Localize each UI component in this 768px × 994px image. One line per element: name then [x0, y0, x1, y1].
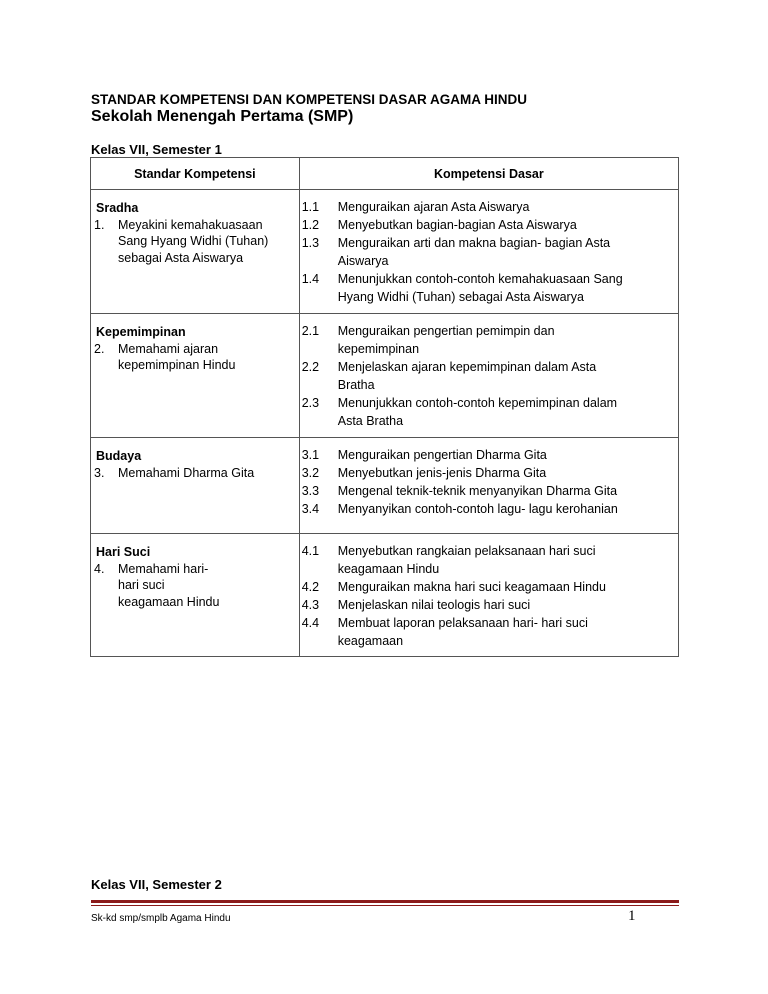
- kompetensi-dasar-item: [302, 614, 674, 650]
- kd-line: keagamaan Hindu: [337, 562, 440, 576]
- kompetensi-dasar-cell: [299, 438, 678, 534]
- standar-kompetensi-item: [94, 341, 295, 374]
- kd-line: Aiswarya: [337, 254, 389, 268]
- standar-kompetensi-item: [94, 217, 295, 267]
- kd-number: 3.1: [301, 448, 320, 462]
- sk-line: hari suci: [118, 578, 165, 592]
- kompetensi-dasar-item: [302, 358, 674, 394]
- table-header-row: [91, 158, 679, 190]
- topic-heading: Kepemimpinan: [96, 325, 186, 339]
- kd-line: Bratha: [337, 378, 375, 392]
- sk-number: 4.: [94, 561, 105, 576]
- sk-line: Sang Hyang Widhi (Tuhan): [118, 234, 269, 248]
- kompetensi-dasar-cell: [299, 534, 678, 657]
- header-standar-kompetensi: Standar Kompetensi: [91, 158, 300, 190]
- table-row: [91, 314, 679, 438]
- kd-number: 1.3: [301, 236, 320, 250]
- sk-line: keagamaan Hindu: [118, 594, 220, 609]
- header-kompetensi-dasar: Kompetensi Dasar: [299, 158, 678, 190]
- standar-kompetensi-item: [94, 561, 295, 611]
- kd-number: 3.3: [301, 484, 320, 498]
- table-row: [91, 534, 679, 657]
- table-row: [91, 190, 679, 314]
- kompetensi-dasar-item: [302, 394, 674, 430]
- kd-line: Mengenal teknik-teknik menyanyikan Dharma Gita: [337, 484, 618, 498]
- kd-line: Menguraikan makna hari suci keagamaan Hindu: [337, 580, 606, 594]
- kompetensi-dasar-item: [302, 446, 674, 464]
- semester-1-label: Kelas VII, Semester 1: [91, 142, 222, 157]
- kd-number: 4.3: [301, 598, 320, 612]
- kd-line: Menguraikan ajaran Asta Aiswarya: [337, 200, 530, 214]
- kd-number: 1.1: [301, 200, 320, 214]
- kd-line: Menyebutkan rangkaian pelaksanaan hari suci: [337, 544, 596, 558]
- kd-line: Menguraikan arti dan makna bagian- bagian Asta: [337, 236, 611, 250]
- kd-number: 2.3: [301, 396, 320, 410]
- kompetensi-dasar-item: [302, 270, 674, 306]
- topic-heading: Hari Suci: [96, 545, 151, 559]
- kd-line: Menyanyikan contoh-contoh lagu- lagu kerohanian: [337, 502, 618, 516]
- document-subtitle: Sekolah Menengah Pertama (SMP): [91, 108, 354, 125]
- kd-number: 4.1: [301, 544, 320, 558]
- sk-line: Memahami Dharma Gita: [118, 465, 255, 480]
- sk-number: 1.: [94, 217, 105, 232]
- footer-rule-thin: [91, 905, 679, 906]
- kompetensi-dasar-item: [302, 500, 674, 518]
- kd-line: Menjelaskan nilai teologis hari suci: [337, 598, 531, 612]
- page-number: 1: [628, 908, 636, 924]
- sk-number: 2.: [94, 341, 105, 356]
- sk-line: kepemimpinan Hindu: [118, 358, 236, 372]
- competency-table: [90, 157, 679, 657]
- kompetensi-dasar-item: [302, 578, 674, 596]
- kompetensi-dasar-item: [302, 198, 674, 216]
- kompetensi-dasar-item: [302, 482, 674, 500]
- standar-kompetensi-cell: [91, 314, 300, 438]
- kompetensi-dasar-cell: [299, 314, 678, 438]
- standar-kompetensi-cell: [91, 190, 300, 314]
- kompetensi-dasar-item: [302, 596, 674, 614]
- standar-kompetensi-cell: [91, 534, 300, 657]
- kd-line: Menguraikan pengertian Dharma Gita: [337, 448, 547, 462]
- kd-line: Hyang Widhi (Tuhan) sebagai Asta Aiswarya: [337, 290, 584, 304]
- kompetensi-dasar-item: [302, 234, 674, 270]
- kd-line: Menguraikan pengertian pemimpin dan: [337, 324, 555, 338]
- standar-kompetensi-item: [94, 465, 295, 482]
- sk-line: sebagai Asta Aiswarya: [118, 250, 244, 265]
- kd-line: Menunjukkan contoh-contoh kemahakuasaan Sang: [337, 272, 623, 286]
- topic-heading: Budaya: [96, 449, 142, 463]
- semester-2-label: Kelas VII, Semester 2: [91, 877, 222, 892]
- kd-number: 1.4: [301, 272, 320, 286]
- table-row: [91, 438, 679, 534]
- kompetensi-dasar-item: [302, 322, 674, 358]
- kompetensi-dasar-item: [302, 464, 674, 482]
- kompetensi-dasar-item: [302, 216, 674, 234]
- kd-line: keagamaan: [337, 634, 404, 648]
- kd-number: 3.2: [301, 466, 320, 480]
- kd-line: Membuat laporan pelaksanaan hari- hari suci: [337, 616, 588, 630]
- sk-number: 3.: [94, 465, 105, 480]
- kd-line: Menyebutkan jenis-jenis Dharma Gita: [337, 466, 547, 480]
- footer-rule-thick: [91, 900, 679, 903]
- standar-kompetensi-cell: [91, 438, 300, 534]
- kompetensi-dasar-cell: [299, 190, 678, 314]
- sk-line: Meyakini kemahakuasaan: [118, 217, 263, 232]
- document-title: STANDAR KOMPETENSI DAN KOMPETENSI DASAR AGAMA HINDU: [91, 92, 528, 107]
- footer-label: Sk-kd smp/smplb Agama Hindu: [91, 913, 231, 924]
- kd-line: kepemimpinan: [337, 342, 420, 356]
- kd-number: 4.2: [301, 580, 320, 594]
- sk-line: Memahami ajaran: [118, 341, 219, 356]
- kd-line: Menjelaskan ajaran kepemimpinan dalam Asta: [337, 360, 597, 374]
- kompetensi-dasar-item: [302, 542, 674, 578]
- kd-line: Asta Bratha: [337, 414, 404, 428]
- kd-number: 1.2: [301, 218, 320, 232]
- kd-number: 3.4: [301, 502, 320, 516]
- topic-heading: Sradha: [96, 201, 139, 215]
- kd-number: 4.4: [301, 616, 320, 630]
- kd-number: 2.1: [301, 324, 320, 338]
- kd-number: 2.2: [301, 360, 320, 374]
- sk-line: Memahami hari-: [118, 561, 209, 576]
- kd-line: Menunjukkan contoh-contoh kepemimpinan dalam: [337, 396, 618, 410]
- kd-line: Menyebutkan bagian-bagian Asta Aiswarya: [337, 218, 577, 232]
